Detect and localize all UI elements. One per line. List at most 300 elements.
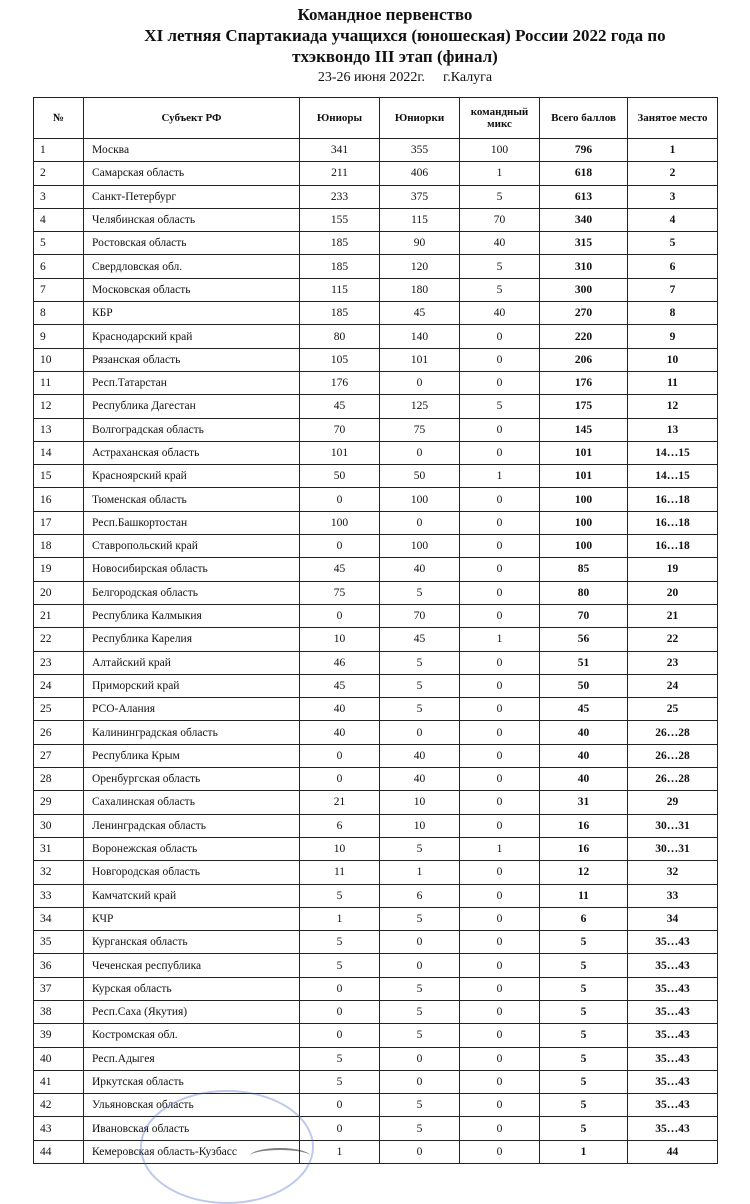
region-name: Республика Калмыкия xyxy=(84,604,300,627)
place: 14…15 xyxy=(628,465,718,488)
juniors-points: 115 xyxy=(300,278,380,301)
region-name: Волгоградская область xyxy=(84,418,300,441)
table-row xyxy=(34,208,718,231)
table-row xyxy=(34,278,718,301)
region-name: Ивановская область xyxy=(84,1117,300,1140)
row-number: 8 xyxy=(34,302,84,325)
table-row xyxy=(34,931,718,954)
region-name: Республика Дагестан xyxy=(84,395,300,418)
junior-girls-points: 40 xyxy=(380,768,460,791)
table-row xyxy=(34,395,718,418)
junior-girls-points: 45 xyxy=(380,302,460,325)
row-number: 13 xyxy=(34,418,84,441)
table-row xyxy=(34,954,718,977)
team-mix-points: 0 xyxy=(460,535,540,558)
table-row xyxy=(34,162,718,185)
total-points: 5 xyxy=(540,931,628,954)
row-number: 27 xyxy=(34,744,84,767)
total-points: 613 xyxy=(540,185,628,208)
juniors-points: 211 xyxy=(300,162,380,185)
junior-girls-points: 10 xyxy=(380,791,460,814)
team-mix-points: 0 xyxy=(460,861,540,884)
region-name: Курганская область xyxy=(84,931,300,954)
place: 33 xyxy=(628,884,718,907)
junior-girls-points: 5 xyxy=(380,977,460,1000)
place: 35…43 xyxy=(628,1000,718,1023)
table-row xyxy=(34,977,718,1000)
total-points: 618 xyxy=(540,162,628,185)
team-mix-points: 0 xyxy=(460,954,540,977)
col-header-juniors: Юниоры xyxy=(300,98,380,139)
juniors-points: 5 xyxy=(300,884,380,907)
total-points: 300 xyxy=(540,278,628,301)
row-number: 37 xyxy=(34,977,84,1000)
table-row xyxy=(34,139,718,162)
table-row xyxy=(34,721,718,744)
team-mix-points: 0 xyxy=(460,884,540,907)
juniors-points: 5 xyxy=(300,931,380,954)
place: 44 xyxy=(628,1140,718,1163)
juniors-points: 0 xyxy=(300,744,380,767)
place: 7 xyxy=(628,278,718,301)
signature xyxy=(250,1148,310,1164)
junior-girls-points: 1 xyxy=(380,861,460,884)
total-points: 80 xyxy=(540,581,628,604)
row-number: 42 xyxy=(34,1094,84,1117)
region-name: Ленинградская область xyxy=(84,814,300,837)
total-points: 16 xyxy=(540,837,628,860)
region-name: Москва xyxy=(84,139,300,162)
total-points: 5 xyxy=(540,1117,628,1140)
row-number: 21 xyxy=(34,604,84,627)
row-number: 6 xyxy=(34,255,84,278)
juniors-points: 45 xyxy=(300,395,380,418)
table-row xyxy=(34,791,718,814)
table-row xyxy=(34,861,718,884)
table-row xyxy=(34,255,718,278)
region-name: Красноярский край xyxy=(84,465,300,488)
table-row xyxy=(34,302,718,325)
team-mix-points: 100 xyxy=(460,139,540,162)
table-row xyxy=(34,1047,718,1070)
junior-girls-points: 125 xyxy=(380,395,460,418)
juniors-points: 50 xyxy=(300,465,380,488)
junior-girls-points: 180 xyxy=(380,278,460,301)
junior-girls-points: 0 xyxy=(380,441,460,464)
juniors-points: 0 xyxy=(300,1094,380,1117)
team-mix-points: 5 xyxy=(460,185,540,208)
row-number: 26 xyxy=(34,721,84,744)
junior-girls-points: 0 xyxy=(380,511,460,534)
junior-girls-points: 100 xyxy=(380,488,460,511)
team-mix-points: 0 xyxy=(460,1047,540,1070)
row-number: 41 xyxy=(34,1070,84,1093)
row-number: 19 xyxy=(34,558,84,581)
row-number: 23 xyxy=(34,651,84,674)
table-row xyxy=(34,744,718,767)
place: 11 xyxy=(628,371,718,394)
juniors-points: 0 xyxy=(300,1000,380,1023)
title-line-2: XI летняя Спартакиада учащихся (юношеская) России 2022 года по xyxy=(144,26,666,45)
juniors-points: 45 xyxy=(300,558,380,581)
total-points: 220 xyxy=(540,325,628,348)
place: 16…18 xyxy=(628,511,718,534)
total-points: 175 xyxy=(540,395,628,418)
place: 1 xyxy=(628,139,718,162)
junior-girls-points: 0 xyxy=(380,1047,460,1070)
row-number: 25 xyxy=(34,698,84,721)
region-name: Чеченская республика xyxy=(84,954,300,977)
place: 12 xyxy=(628,395,718,418)
region-name: Челябинская область xyxy=(84,208,300,231)
junior-girls-points: 5 xyxy=(380,698,460,721)
row-number: 7 xyxy=(34,278,84,301)
row-number: 34 xyxy=(34,907,84,930)
juniors-points: 10 xyxy=(300,628,380,651)
place: 35…43 xyxy=(628,1117,718,1140)
total-points: 5 xyxy=(540,1094,628,1117)
total-points: 101 xyxy=(540,465,628,488)
place: 34 xyxy=(628,907,718,930)
place: 26…28 xyxy=(628,721,718,744)
row-number: 14 xyxy=(34,441,84,464)
team-mix-points: 0 xyxy=(460,488,540,511)
table-row xyxy=(34,837,718,860)
region-name: КБР xyxy=(84,302,300,325)
team-mix-points: 0 xyxy=(460,721,540,744)
region-name: Оренбургская область xyxy=(84,768,300,791)
date-location xyxy=(0,68,750,88)
col-header-number: № xyxy=(34,98,84,139)
junior-girls-points: 40 xyxy=(380,558,460,581)
junior-girls-points: 355 xyxy=(380,139,460,162)
total-points: 70 xyxy=(540,604,628,627)
juniors-points: 70 xyxy=(300,418,380,441)
place: 21 xyxy=(628,604,718,627)
table-row xyxy=(34,511,718,534)
juniors-points: 45 xyxy=(300,674,380,697)
team-mix-points: 0 xyxy=(460,931,540,954)
total-points: 5 xyxy=(540,1000,628,1023)
total-points: 56 xyxy=(540,628,628,651)
junior-girls-points: 0 xyxy=(380,954,460,977)
place: 35…43 xyxy=(628,1070,718,1093)
row-number: 4 xyxy=(34,208,84,231)
juniors-points: 21 xyxy=(300,791,380,814)
region-name: Краснодарский край xyxy=(84,325,300,348)
row-number: 11 xyxy=(34,371,84,394)
table-row xyxy=(34,232,718,255)
place: 35…43 xyxy=(628,954,718,977)
junior-girls-points: 0 xyxy=(380,371,460,394)
region-name: Респ.Саха (Якутия) xyxy=(84,1000,300,1023)
row-number: 3 xyxy=(34,185,84,208)
region-name: Самарская область xyxy=(84,162,300,185)
juniors-points: 1 xyxy=(300,907,380,930)
table-body xyxy=(34,139,718,1164)
total-points: 5 xyxy=(540,1047,628,1070)
place: 8 xyxy=(628,302,718,325)
row-number: 30 xyxy=(34,814,84,837)
table-row xyxy=(34,348,718,371)
team-mix-points: 1 xyxy=(460,837,540,860)
table-row xyxy=(34,1070,718,1093)
region-name: Свердловская обл. xyxy=(84,255,300,278)
juniors-points: 155 xyxy=(300,208,380,231)
region-name: Костромская обл. xyxy=(84,1024,300,1047)
total-points: 12 xyxy=(540,861,628,884)
place: 26…28 xyxy=(628,744,718,767)
junior-girls-points: 5 xyxy=(380,581,460,604)
total-points: 50 xyxy=(540,674,628,697)
total-points: 40 xyxy=(540,768,628,791)
junior-girls-points: 5 xyxy=(380,1117,460,1140)
total-points: 6 xyxy=(540,907,628,930)
region-name: Кемеровская область-Кузбасс xyxy=(84,1140,300,1163)
row-number: 16 xyxy=(34,488,84,511)
total-points: 45 xyxy=(540,698,628,721)
place: 2 xyxy=(628,162,718,185)
region-name: Алтайский край xyxy=(84,651,300,674)
juniors-points: 0 xyxy=(300,488,380,511)
row-number: 38 xyxy=(34,1000,84,1023)
table-row xyxy=(34,1117,718,1140)
junior-girls-points: 6 xyxy=(380,884,460,907)
total-points: 145 xyxy=(540,418,628,441)
table-row xyxy=(34,814,718,837)
region-name: Республика Карелия xyxy=(84,628,300,651)
team-mix-points: 0 xyxy=(460,325,540,348)
team-mix-points: 0 xyxy=(460,371,540,394)
junior-girls-points: 5 xyxy=(380,837,460,860)
region-name: Ростовская область xyxy=(84,232,300,255)
total-points: 100 xyxy=(540,535,628,558)
juniors-points: 0 xyxy=(300,604,380,627)
table-row xyxy=(34,628,718,651)
table-row xyxy=(34,1140,718,1163)
row-number: 9 xyxy=(34,325,84,348)
juniors-points: 101 xyxy=(300,441,380,464)
row-number: 2 xyxy=(34,162,84,185)
total-points: 796 xyxy=(540,139,628,162)
place: 20 xyxy=(628,581,718,604)
table-row xyxy=(34,884,718,907)
row-number: 12 xyxy=(34,395,84,418)
junior-girls-points: 90 xyxy=(380,232,460,255)
row-number: 40 xyxy=(34,1047,84,1070)
row-number: 5 xyxy=(34,232,84,255)
team-mix-points: 0 xyxy=(460,768,540,791)
total-points: 340 xyxy=(540,208,628,231)
row-number: 24 xyxy=(34,674,84,697)
place: 16…18 xyxy=(628,488,718,511)
place: 4 xyxy=(628,208,718,231)
results-table xyxy=(33,97,718,1164)
row-number: 31 xyxy=(34,837,84,860)
team-mix-points: 0 xyxy=(460,1024,540,1047)
place: 35…43 xyxy=(628,1024,718,1047)
table-row xyxy=(34,581,718,604)
team-mix-points: 0 xyxy=(460,698,540,721)
team-mix-points: 0 xyxy=(460,581,540,604)
region-name: Иркутская область xyxy=(84,1070,300,1093)
table-row xyxy=(34,698,718,721)
junior-girls-points: 0 xyxy=(380,721,460,744)
juniors-points: 341 xyxy=(300,139,380,162)
region-name: Тюменская область xyxy=(84,488,300,511)
table-header-row xyxy=(34,98,718,139)
region-name: Рязанская область xyxy=(84,348,300,371)
total-points: 51 xyxy=(540,651,628,674)
total-points: 85 xyxy=(540,558,628,581)
junior-girls-points: 140 xyxy=(380,325,460,348)
team-mix-points: 0 xyxy=(460,744,540,767)
team-mix-points: 0 xyxy=(460,977,540,1000)
row-number: 18 xyxy=(34,535,84,558)
place: 26…28 xyxy=(628,768,718,791)
team-mix-points: 0 xyxy=(460,418,540,441)
col-header-total-points: Всего баллов xyxy=(540,98,628,139)
region-name: Астраханская область xyxy=(84,441,300,464)
junior-girls-points: 0 xyxy=(380,1070,460,1093)
place: 35…43 xyxy=(628,977,718,1000)
region-name: КЧР xyxy=(84,907,300,930)
region-name: Респ.Татарстан xyxy=(84,371,300,394)
juniors-points: 10 xyxy=(300,837,380,860)
juniors-points: 176 xyxy=(300,371,380,394)
table-row xyxy=(34,535,718,558)
total-points: 31 xyxy=(540,791,628,814)
junior-girls-points: 406 xyxy=(380,162,460,185)
region-name: Новгородская область xyxy=(84,861,300,884)
team-mix-points: 0 xyxy=(460,511,540,534)
place: 3 xyxy=(628,185,718,208)
region-name: Калининградская область xyxy=(84,721,300,744)
region-name: Республика Крым xyxy=(84,744,300,767)
place: 16…18 xyxy=(628,535,718,558)
total-points: 40 xyxy=(540,721,628,744)
region-name: Курская область xyxy=(84,977,300,1000)
junior-girls-points: 70 xyxy=(380,604,460,627)
juniors-points: 233 xyxy=(300,185,380,208)
junior-girls-points: 50 xyxy=(380,465,460,488)
table-row xyxy=(34,465,718,488)
table-row xyxy=(34,604,718,627)
table-row xyxy=(34,418,718,441)
total-points: 100 xyxy=(540,511,628,534)
juniors-points: 105 xyxy=(300,348,380,371)
juniors-points: 40 xyxy=(300,721,380,744)
juniors-points: 46 xyxy=(300,651,380,674)
junior-girls-points: 120 xyxy=(380,255,460,278)
place: 24 xyxy=(628,674,718,697)
juniors-points: 0 xyxy=(300,1024,380,1047)
junior-girls-points: 5 xyxy=(380,907,460,930)
junior-girls-points: 40 xyxy=(380,744,460,767)
juniors-points: 5 xyxy=(300,1047,380,1070)
juniors-points: 0 xyxy=(300,535,380,558)
juniors-points: 100 xyxy=(300,511,380,534)
team-mix-points: 0 xyxy=(460,558,540,581)
place: 25 xyxy=(628,698,718,721)
total-points: 5 xyxy=(540,1024,628,1047)
row-number: 20 xyxy=(34,581,84,604)
event-city: г.Калуга xyxy=(443,70,493,85)
team-mix-points: 5 xyxy=(460,255,540,278)
juniors-points: 1 xyxy=(300,1140,380,1163)
table-row xyxy=(34,768,718,791)
place: 6 xyxy=(628,255,718,278)
team-mix-points: 0 xyxy=(460,1000,540,1023)
team-mix-points: 1 xyxy=(460,465,540,488)
row-number: 33 xyxy=(34,884,84,907)
total-points: 40 xyxy=(540,744,628,767)
junior-girls-points: 75 xyxy=(380,418,460,441)
region-name: Ульяновская область xyxy=(84,1094,300,1117)
col-header-junior-girls: Юниорки xyxy=(380,98,460,139)
table-row xyxy=(34,1024,718,1047)
row-number: 15 xyxy=(34,465,84,488)
juniors-points: 80 xyxy=(300,325,380,348)
junior-girls-points: 0 xyxy=(380,931,460,954)
total-points: 270 xyxy=(540,302,628,325)
total-points: 16 xyxy=(540,814,628,837)
team-mix-points: 1 xyxy=(460,628,540,651)
juniors-points: 185 xyxy=(300,255,380,278)
place: 13 xyxy=(628,418,718,441)
juniors-points: 11 xyxy=(300,861,380,884)
table-row xyxy=(34,185,718,208)
total-points: 5 xyxy=(540,977,628,1000)
junior-girls-points: 375 xyxy=(380,185,460,208)
place: 35…43 xyxy=(628,1047,718,1070)
team-mix-points: 0 xyxy=(460,1140,540,1163)
team-mix-points: 5 xyxy=(460,278,540,301)
total-points: 5 xyxy=(540,1070,628,1093)
region-name: Воронежская область xyxy=(84,837,300,860)
juniors-points: 5 xyxy=(300,954,380,977)
region-name: Сахалинская область xyxy=(84,791,300,814)
junior-girls-points: 0 xyxy=(380,1140,460,1163)
row-number: 17 xyxy=(34,511,84,534)
total-points: 310 xyxy=(540,255,628,278)
table-row xyxy=(34,907,718,930)
row-number: 28 xyxy=(34,768,84,791)
region-name: Новосибирская область xyxy=(84,558,300,581)
team-mix-points: 0 xyxy=(460,441,540,464)
place: 9 xyxy=(628,325,718,348)
region-name: Санкт-Петербург xyxy=(84,185,300,208)
title-line-3: тхэквондо III этап (финал) xyxy=(292,47,498,66)
table-row xyxy=(34,1094,718,1117)
juniors-points: 0 xyxy=(300,768,380,791)
team-mix-points: 0 xyxy=(460,907,540,930)
place: 35…43 xyxy=(628,931,718,954)
row-number: 22 xyxy=(34,628,84,651)
juniors-points: 6 xyxy=(300,814,380,837)
region-name: Ставропольский край xyxy=(84,535,300,558)
place: 22 xyxy=(628,628,718,651)
region-name: РСО-Алания xyxy=(84,698,300,721)
junior-girls-points: 5 xyxy=(380,1094,460,1117)
team-mix-points: 0 xyxy=(460,791,540,814)
junior-girls-points: 101 xyxy=(380,348,460,371)
row-number: 29 xyxy=(34,791,84,814)
junior-girls-points: 10 xyxy=(380,814,460,837)
junior-girls-points: 5 xyxy=(380,1024,460,1047)
region-name: Камчатский край xyxy=(84,884,300,907)
place: 5 xyxy=(628,232,718,255)
